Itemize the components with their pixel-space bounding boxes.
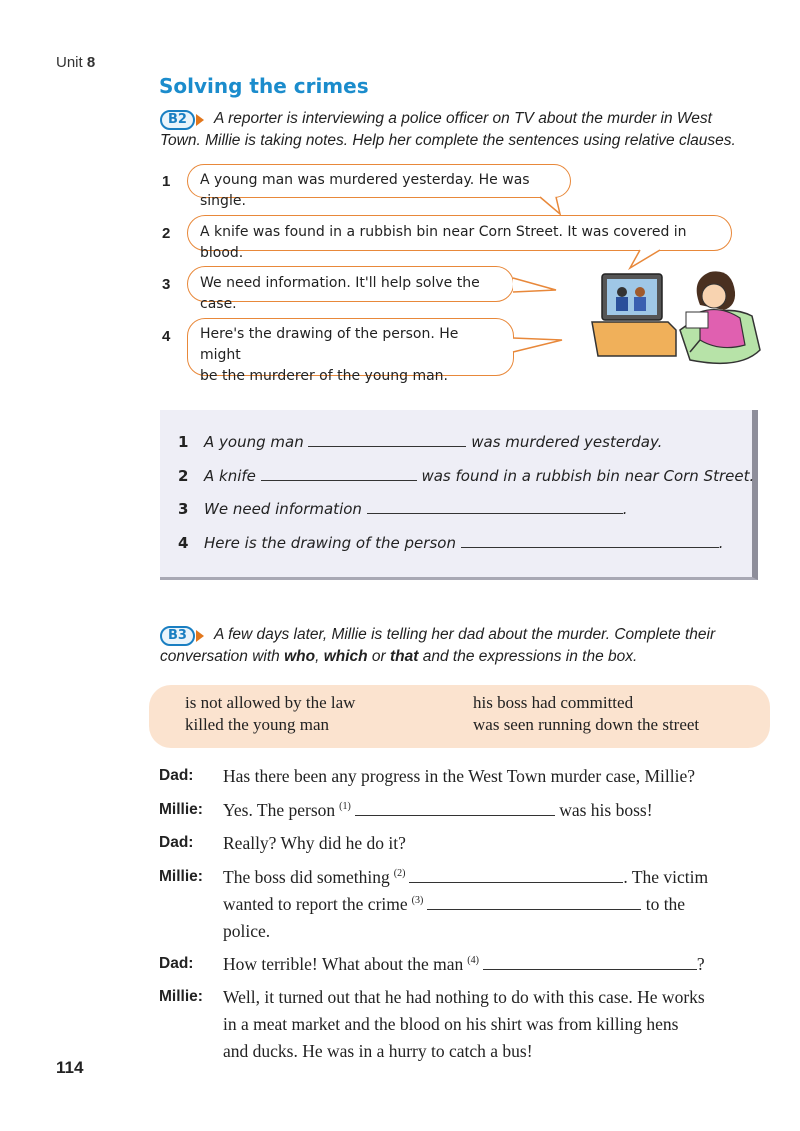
b2-instruction-line2: Town. Millie is taking notes. Help her complete the sentences using relative clauses. [160, 132, 736, 149]
expression-item: killed the young man [185, 715, 330, 734]
dialogue-line: The boss did something $^{(2)}$ . The victim [223, 867, 709, 887]
page-number: 114 [56, 1058, 84, 1077]
speaker-label: Dad: [159, 955, 194, 972]
dialogue-line: wanted to report the crime $^{(3)}$ to the [223, 894, 686, 914]
expression-item: his boss had committed [473, 693, 634, 712]
dialogue-line: How terrible! What about the man $^{(4)}$ ? [223, 954, 705, 974]
bubble-text: be the murderer of the young man. [200, 368, 449, 384]
section-title: Solving the crimes [159, 74, 369, 98]
answer-blank[interactable] [355, 801, 555, 816]
reading-girl-icon [592, 271, 760, 363]
note-row-4: 4 Here is the drawing of the person . [178, 534, 724, 552]
answer-blank[interactable] [308, 432, 466, 447]
unit-label: Unit 8 [56, 54, 96, 71]
notes-panel [160, 410, 758, 580]
bubble-number: 2 [162, 225, 171, 242]
note-row-2: 2 A knife was found in a rubbish bin near Corn Street. [178, 467, 755, 485]
bubble-text: A young man was murdered yesterday. He was single. [200, 172, 530, 209]
bubble-number: 4 [162, 328, 171, 345]
b3-instruction-line1: A few days later, Millie is telling her dad about the murder. Complete their [214, 626, 716, 643]
b2-tag: B2 [160, 110, 204, 130]
answer-blank[interactable] [261, 466, 417, 481]
dialogue-line: police. [223, 921, 271, 941]
bubble-text: A knife was found in a rubbish bin near Corn Street. It was covered in blood. [200, 224, 687, 261]
answer-blank[interactable] [367, 499, 623, 514]
dialogue-line: Well, it turned out that he had nothing to do with this case. He works [223, 987, 705, 1007]
bubble-number: 3 [162, 276, 171, 293]
answer-blank[interactable] [409, 868, 623, 883]
note-row-3: 3 We need information . [178, 500, 628, 518]
b3-instruction-line2: conversation with who, which or that and the expressions in the box. [160, 648, 638, 665]
dialogue-line: Has there been any progress in the West Town murder case, Millie? [223, 766, 695, 786]
b2-instruction-line1: A reporter is interviewing a police officer on TV about the murder in West [214, 110, 712, 127]
dialogue-line: in a meat market and the blood on his shirt was from killing hens [223, 1014, 679, 1034]
dialogue-line: Yes. The person $^{(1)}$ was his boss! [223, 800, 653, 820]
speaker-label: Millie: [159, 801, 203, 818]
note-row-1: 1 A young man was murdered yesterday. [178, 433, 663, 451]
expression-box [149, 685, 770, 748]
dialogue-line: Really? Why did he do it? [223, 833, 406, 853]
expression-item: was seen running down the street [473, 715, 700, 734]
expression-item: is not allowed by the law [185, 693, 356, 712]
speaker-label: Millie: [159, 868, 203, 885]
play-arrow-icon [196, 630, 204, 642]
speaker-label: Dad: [159, 767, 194, 784]
answer-blank[interactable] [483, 955, 697, 970]
answer-blank[interactable] [461, 533, 719, 548]
bubble-text: We need information. It'll help solve the case. [200, 275, 480, 312]
dialogue-line: and ducks. He was in a hurry to catch a bus! [223, 1041, 533, 1061]
bubble-text: Here's the drawing of the person. He might [200, 326, 459, 363]
answer-blank[interactable] [427, 895, 641, 910]
bubble-tails-and-illustration [0, 0, 800, 420]
b3-tag: B3 [160, 626, 204, 646]
speaker-label: Millie: [159, 988, 203, 1005]
speaker-label: Dad: [159, 834, 194, 851]
bubble-number: 1 [162, 173, 171, 190]
